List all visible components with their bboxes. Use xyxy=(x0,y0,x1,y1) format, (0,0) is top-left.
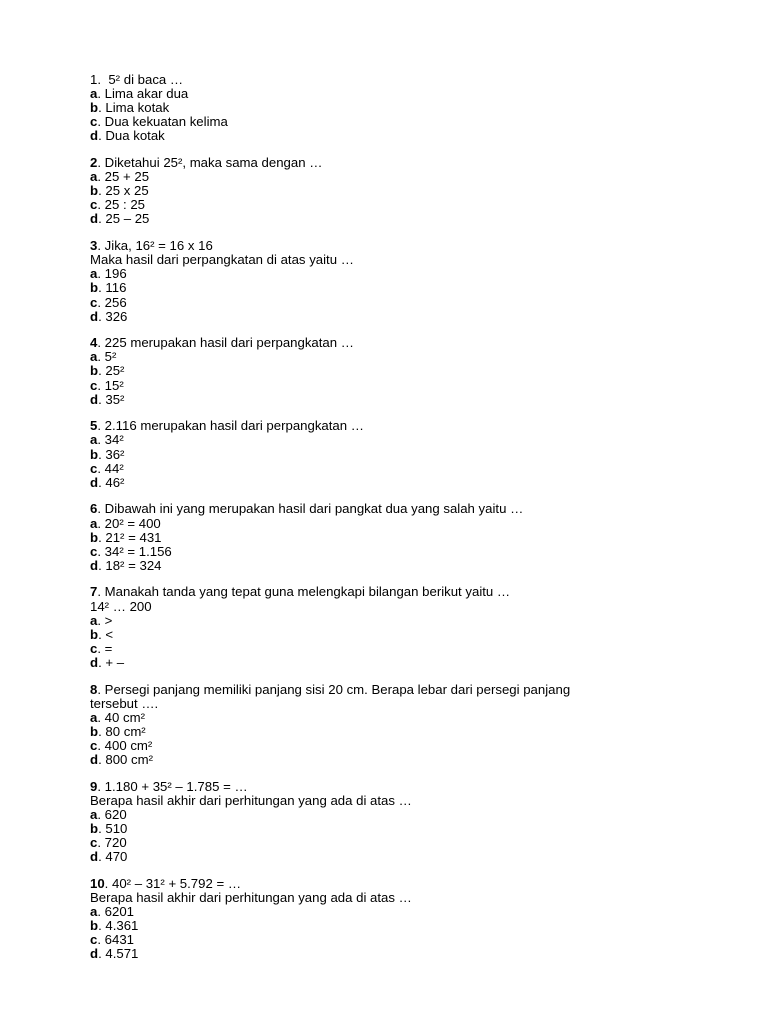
answer-option-d xyxy=(90,656,670,670)
option-letter: c xyxy=(90,114,98,130)
option-separator: . xyxy=(97,86,105,102)
question-text: 1.180 + 35² – 1.785 = … xyxy=(104,778,248,794)
option-letter: a xyxy=(90,432,98,448)
option-separator: . xyxy=(97,377,105,393)
option-separator: . xyxy=(97,515,105,531)
option-letter: d xyxy=(90,391,99,407)
option-letter: c xyxy=(90,738,98,753)
option-separator: . xyxy=(98,446,106,462)
option-letter: a xyxy=(90,612,98,628)
option-separator: . xyxy=(97,294,105,310)
question-text: 225 merupakan hasil dari perpangkatan … xyxy=(104,335,354,351)
option-text: 510 xyxy=(105,821,128,837)
option-text: 6201 xyxy=(104,904,135,920)
question-stem xyxy=(90,780,670,794)
option-separator: . xyxy=(98,391,106,407)
question-stem xyxy=(90,502,670,516)
answer-option-c xyxy=(90,379,670,393)
option-separator: . xyxy=(97,114,105,130)
question-number: 1 xyxy=(90,72,98,87)
option-text: 15² xyxy=(104,377,124,393)
question-number: 3 xyxy=(90,238,98,254)
option-letter: d xyxy=(90,474,99,490)
answer-option-c xyxy=(90,836,670,850)
option-text: Lima kotak xyxy=(105,100,170,116)
question-number: 9 xyxy=(90,778,98,794)
option-text: 25² xyxy=(105,363,125,379)
option-text: 256 xyxy=(104,294,127,310)
option-text: = xyxy=(104,640,113,656)
option-separator: . xyxy=(97,432,105,448)
option-letter: b xyxy=(90,363,99,379)
answer-option-b xyxy=(90,822,670,836)
option-separator: . xyxy=(98,626,106,642)
question-stem-continuation xyxy=(90,794,670,808)
question-number-separator: . xyxy=(97,681,105,697)
answer-option-b xyxy=(90,919,670,933)
question-stem xyxy=(90,585,670,599)
question-5 xyxy=(90,419,670,489)
answer-option-b xyxy=(90,184,670,198)
option-text: 25 x 25 xyxy=(105,183,149,199)
option-letter: a xyxy=(90,266,98,282)
option-separator: . xyxy=(97,904,105,920)
question-stem-continuation xyxy=(90,253,670,267)
option-letter: d xyxy=(90,849,99,865)
option-separator: . xyxy=(98,280,106,296)
option-letter: d xyxy=(90,557,99,573)
answer-option-d xyxy=(90,753,670,767)
question-number-separator: . xyxy=(104,875,112,891)
option-letter: a xyxy=(90,709,98,725)
question-number-separator: . xyxy=(97,238,105,254)
question-stem-continuation xyxy=(90,600,670,614)
answer-option-c xyxy=(90,545,670,559)
option-text: 18² = 324 xyxy=(105,557,162,573)
option-text: 40 cm² xyxy=(104,709,145,725)
option-letter: c xyxy=(90,460,98,476)
option-letter: b xyxy=(90,821,99,837)
option-letter: b xyxy=(90,100,99,116)
option-letter: c xyxy=(90,294,98,310)
question-stem xyxy=(90,156,670,170)
answer-option-a xyxy=(90,905,670,919)
answer-option-c xyxy=(90,642,670,656)
question-number: 8 xyxy=(90,681,98,697)
option-text: 25 + 25 xyxy=(104,169,150,185)
question-text: Manakah tanda yang tepat guna melengkapi bilangan berikut yaitu … xyxy=(104,584,511,600)
answer-option-c xyxy=(90,739,670,753)
option-text: 35² xyxy=(105,391,125,407)
option-separator: . xyxy=(97,543,105,559)
option-letter: b xyxy=(90,446,99,462)
option-separator: . xyxy=(98,211,106,227)
option-separator: . xyxy=(98,128,106,144)
answer-option-b xyxy=(90,448,670,462)
answer-option-d xyxy=(90,393,670,407)
option-letter: b xyxy=(90,183,99,199)
answer-option-b xyxy=(90,281,670,295)
question-6 xyxy=(90,502,670,572)
question-7 xyxy=(90,585,670,670)
question-number-separator: . xyxy=(97,778,105,794)
question-number: 4 xyxy=(90,335,98,351)
option-letter: d xyxy=(90,308,99,324)
option-separator: . xyxy=(98,529,106,545)
option-letter: c xyxy=(90,197,98,213)
answer-option-c xyxy=(90,296,670,310)
option-letter: a xyxy=(90,806,98,822)
option-separator: . xyxy=(98,918,106,934)
answer-option-a xyxy=(90,711,670,725)
option-separator: . xyxy=(98,849,106,865)
option-text: 34² xyxy=(104,432,124,448)
option-text: 25 – 25 xyxy=(105,211,150,227)
option-separator: . xyxy=(97,806,105,822)
answer-option-b xyxy=(90,725,670,739)
option-text: Dua kekuatan kelima xyxy=(104,114,228,130)
option-text: 80 cm² xyxy=(105,723,146,739)
option-letter: b xyxy=(90,723,99,739)
option-separator: . xyxy=(97,612,105,628)
question-number: 7 xyxy=(90,584,98,600)
option-separator: . xyxy=(98,474,106,490)
option-text: Lima akar dua xyxy=(104,86,189,102)
answer-option-c xyxy=(90,198,670,212)
option-separator: . xyxy=(97,640,105,656)
option-letter: c xyxy=(90,377,98,393)
option-letter: d xyxy=(90,211,99,227)
question-2 xyxy=(90,156,670,226)
option-separator: . xyxy=(97,738,105,753)
question-stem xyxy=(90,877,670,891)
option-text: > xyxy=(104,612,113,628)
question-number-separator: . xyxy=(97,155,105,171)
answer-option-c xyxy=(90,462,670,476)
question-number: 10 xyxy=(90,875,105,891)
option-separator: . xyxy=(97,266,105,282)
answer-option-a xyxy=(90,170,670,184)
option-text: 116 xyxy=(105,280,127,296)
option-text: 4.571 xyxy=(105,946,139,962)
question-number-separator: . xyxy=(97,501,105,517)
question-text: Maka hasil dari perpangkatan di atas yaitu … xyxy=(90,252,354,268)
answer-option-a xyxy=(90,517,670,531)
option-text: 620 xyxy=(104,806,127,822)
question-stem xyxy=(90,239,670,253)
option-text: 4.361 xyxy=(105,918,139,934)
answer-option-c xyxy=(90,933,670,947)
question-text: Dibawah ini yang merupakan hasil dari pangkat dua yang salah yaitu … xyxy=(104,501,524,517)
option-letter: b xyxy=(90,280,99,296)
option-text: 6431 xyxy=(104,932,135,948)
question-number: 2 xyxy=(90,155,98,171)
question-3 xyxy=(90,239,670,324)
question-8 xyxy=(90,683,670,768)
option-separator: . xyxy=(98,752,106,768)
option-separator: . xyxy=(97,169,105,185)
option-separator: . xyxy=(98,654,106,670)
answer-option-d xyxy=(90,310,670,324)
option-separator: . xyxy=(97,460,105,476)
answer-option-b xyxy=(90,531,670,545)
option-separator: . xyxy=(98,363,106,379)
option-separator: . xyxy=(98,723,106,739)
option-separator: . xyxy=(98,946,106,962)
option-text: + – xyxy=(105,654,125,670)
answer-option-a xyxy=(90,87,670,101)
option-letter: c xyxy=(90,932,98,948)
question-stem-continuation xyxy=(90,697,670,711)
question-text: tersebut …. xyxy=(90,695,159,711)
option-letter: d xyxy=(90,946,99,962)
answer-option-d xyxy=(90,476,670,490)
option-separator: . xyxy=(98,308,106,324)
answer-option-b xyxy=(90,628,670,642)
option-separator: . xyxy=(98,557,106,573)
option-text: 36² xyxy=(105,446,125,462)
question-text: 40² – 31² + 5.792 = … xyxy=(112,875,242,891)
answer-option-c xyxy=(90,115,670,129)
option-text: 34² = 1.156 xyxy=(104,543,172,559)
question-stem xyxy=(90,419,670,433)
option-separator: . xyxy=(97,835,105,851)
option-separator: . xyxy=(98,183,106,199)
question-text: Berapa hasil akhir dari perhitungan yang ada di atas … xyxy=(90,890,412,906)
question-text: Diketahui 25², maka sama dengan … xyxy=(104,155,323,171)
answer-option-d xyxy=(90,129,670,143)
option-separator: . xyxy=(98,100,106,116)
option-letter: b xyxy=(90,626,99,642)
question-1 xyxy=(90,73,670,143)
question-text: Jika, 16² = 16 x 16 xyxy=(104,238,213,254)
question-number-separator: . xyxy=(97,584,105,600)
option-letter: b xyxy=(90,529,99,545)
option-letter: a xyxy=(90,169,98,185)
answer-option-a xyxy=(90,808,670,822)
option-text: 470 xyxy=(105,849,128,865)
option-letter: c xyxy=(90,835,98,851)
answer-option-a xyxy=(90,350,670,364)
option-text: 800 cm² xyxy=(105,752,154,768)
answer-option-d xyxy=(90,947,670,961)
option-letter: d xyxy=(90,128,99,144)
option-text: 46² xyxy=(105,474,125,490)
option-text: < xyxy=(105,626,114,642)
option-letter: c xyxy=(90,543,98,559)
question-number-separator: . xyxy=(97,418,105,434)
question-stem xyxy=(90,683,670,697)
question-stem-continuation xyxy=(90,891,670,905)
option-letter: a xyxy=(90,349,98,365)
question-text: 14² … 200 xyxy=(90,598,152,614)
option-text: 44² xyxy=(104,460,124,476)
question-text: 2.116 merupakan hasil dari perpangkatan … xyxy=(104,418,364,434)
option-separator: . xyxy=(97,349,105,365)
option-letter: d xyxy=(90,752,99,768)
question-number: 5 xyxy=(90,418,98,434)
option-letter: a xyxy=(90,86,98,102)
option-text: 196 xyxy=(104,266,127,282)
answer-option-a xyxy=(90,614,670,628)
answer-option-a xyxy=(90,433,670,447)
answer-option-b xyxy=(90,364,670,378)
answer-option-d xyxy=(90,212,670,226)
option-separator: . xyxy=(97,932,105,948)
option-separator: . xyxy=(97,709,105,725)
option-text: 20² = 400 xyxy=(104,515,161,531)
question-text: Persegi panjang memiliki panjang sisi 20 cm. Berapa lebar dari persegi panjang xyxy=(104,681,571,697)
question-number: 6 xyxy=(90,501,98,517)
question-4 xyxy=(90,336,670,406)
question-stem xyxy=(90,73,670,87)
question-text: Berapa hasil akhir dari perhitungan yang ada di atas … xyxy=(90,792,412,808)
option-text: 326 xyxy=(105,308,128,324)
question-stem xyxy=(90,336,670,350)
answer-option-b xyxy=(90,101,670,115)
option-text: 400 cm² xyxy=(104,738,153,753)
answer-option-d xyxy=(90,559,670,573)
question-number-separator: . xyxy=(97,335,105,351)
question-number-separator: . xyxy=(97,72,109,87)
option-separator: . xyxy=(98,821,106,837)
option-letter: d xyxy=(90,654,99,670)
option-text: 25 : 25 xyxy=(104,197,146,213)
option-text: 21² = 431 xyxy=(105,529,162,545)
option-letter: c xyxy=(90,640,98,656)
question-9 xyxy=(90,780,670,865)
option-separator: . xyxy=(97,197,105,213)
option-text: 5² xyxy=(104,349,117,365)
option-text: Dua kotak xyxy=(105,128,165,144)
option-letter: a xyxy=(90,515,98,531)
option-letter: b xyxy=(90,918,99,934)
question-list xyxy=(90,73,670,974)
answer-option-d xyxy=(90,850,670,864)
question-10 xyxy=(90,877,670,962)
question-text: 5² di baca … xyxy=(108,72,184,87)
answer-option-a xyxy=(90,267,670,281)
option-letter: a xyxy=(90,904,98,920)
option-text: 720 xyxy=(104,835,127,851)
